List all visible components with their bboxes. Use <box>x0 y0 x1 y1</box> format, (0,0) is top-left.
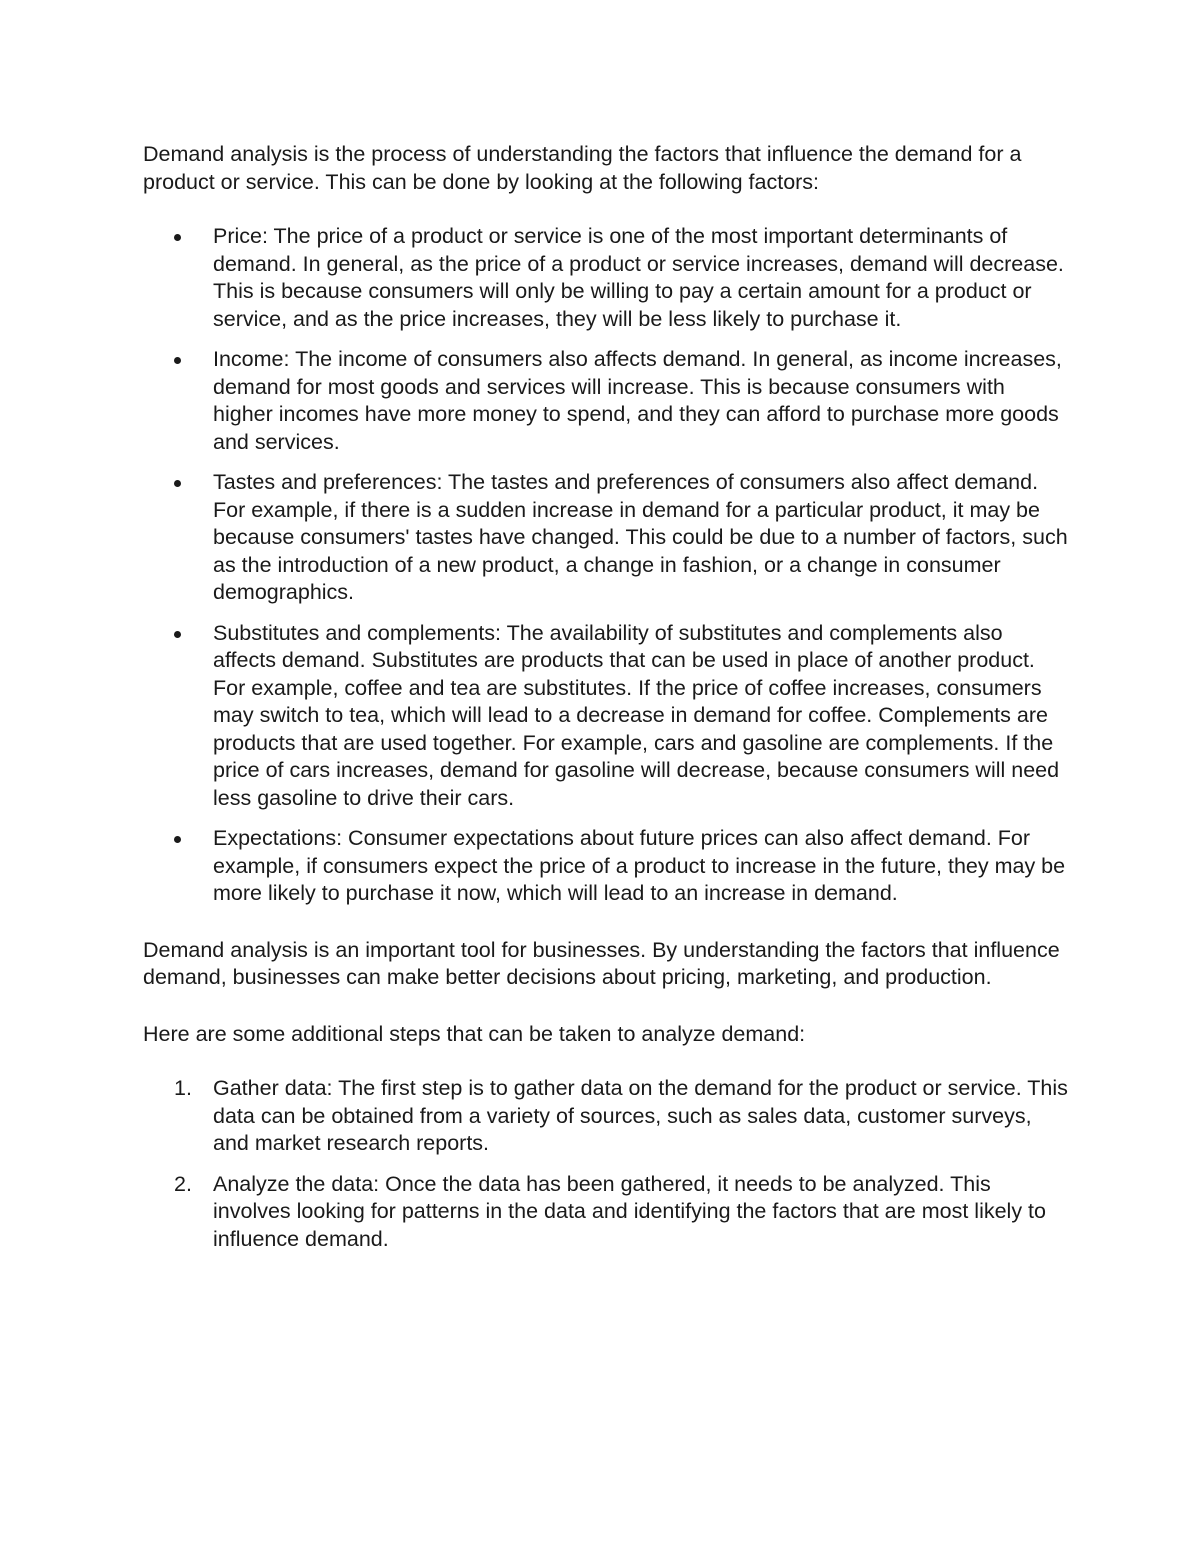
list-item-step-1 <box>143 1075 1068 1158</box>
list-item-text: Price: The price of a product or service is one of the most important determinants of demand. In general, as the price of a product or service increases, demand will decrease. This is because consumers will only be willing to pay a certain amount for a product or service, and as the price increases, they will be less likely to purchase it. <box>213 224 1064 331</box>
list-item-text: Tastes and preferences: The tastes and preferences of consumers also affect demand. For example, if there is a sudden increase in demand for a particular product, it may be because consumers' tastes have changed. This could be due to a number of factors, such as the introduction of a new product, a change in fashion, or a change in consumer demographics. <box>213 470 1068 604</box>
bullet-icon <box>174 234 181 241</box>
list-item-tastes <box>143 469 1068 607</box>
list-item-substitutes <box>143 620 1068 813</box>
step-number: 2. <box>174 1171 192 1196</box>
list-item-step-2 <box>143 1171 1068 1254</box>
steps-intro-paragraph: Here are some additional steps that can be taken to analyze demand: <box>143 1021 806 1046</box>
list-item-text: Expectations: Consumer expectations about future prices can also affect demand. For example, if consumers expect the price of a product to increase in the future, they may be more likely to purchase it now, which will lead to an increase in demand. <box>213 826 1066 905</box>
step-number: 1. <box>174 1076 192 1100</box>
bullet-icon <box>174 357 181 364</box>
steps-list <box>143 1075 1068 1253</box>
list-item-text: Substitutes and complements: The availability of substitutes and complements also affects demand. Substitutes are products that can be used in place of another product. For example, coffee and tea are substitutes. If the price of coffee increases, consumers may switch to tea, which will lead to a decrease in demand for coffee. Complements are products that are used together. For example, cars and gasoline are complements. If the price of cars increases, demand for gasoline will decrease, because consumers will need less gasoline to drive their cars. <box>213 620 1060 810</box>
factors-list <box>143 223 1068 908</box>
document-body <box>143 141 1068 1266</box>
bullet-icon <box>174 480 181 487</box>
list-item-text: Income: The income of consumers also affects demand. In general, as income increases, demand for most goods and services will increase. This is because consumers with higher incomes have more money to spend, and they can afford to purchase more goods and services. <box>213 347 1062 454</box>
bullet-icon <box>174 631 181 638</box>
list-item-price <box>143 223 1068 333</box>
list-item-expectations <box>143 825 1068 908</box>
bullet-icon <box>174 836 181 843</box>
importance-paragraph: Demand analysis is an important tool for businesses. By understanding the factors that influence demand, businesses can make better decisions about pricing, marketing, and production. <box>143 937 1060 989</box>
intro-paragraph: Demand analysis is the process of understanding the factors that influence the demand for a product or service. This can be done by looking at the following factors: <box>143 142 1022 194</box>
step-text: Analyze the data: Once the data has been gathered, it needs to be analyzed. This involves looking for patterns in the data and identifying the factors that are most likely to influence demand. <box>213 1171 1046 1251</box>
step-text: Gather data: The first step is to gather data on the demand for the product or service. This data can be obtained from a variety of sources, such as sales data, customer surveys, and market research reports. <box>213 1076 1068 1155</box>
list-item-income <box>143 346 1068 456</box>
